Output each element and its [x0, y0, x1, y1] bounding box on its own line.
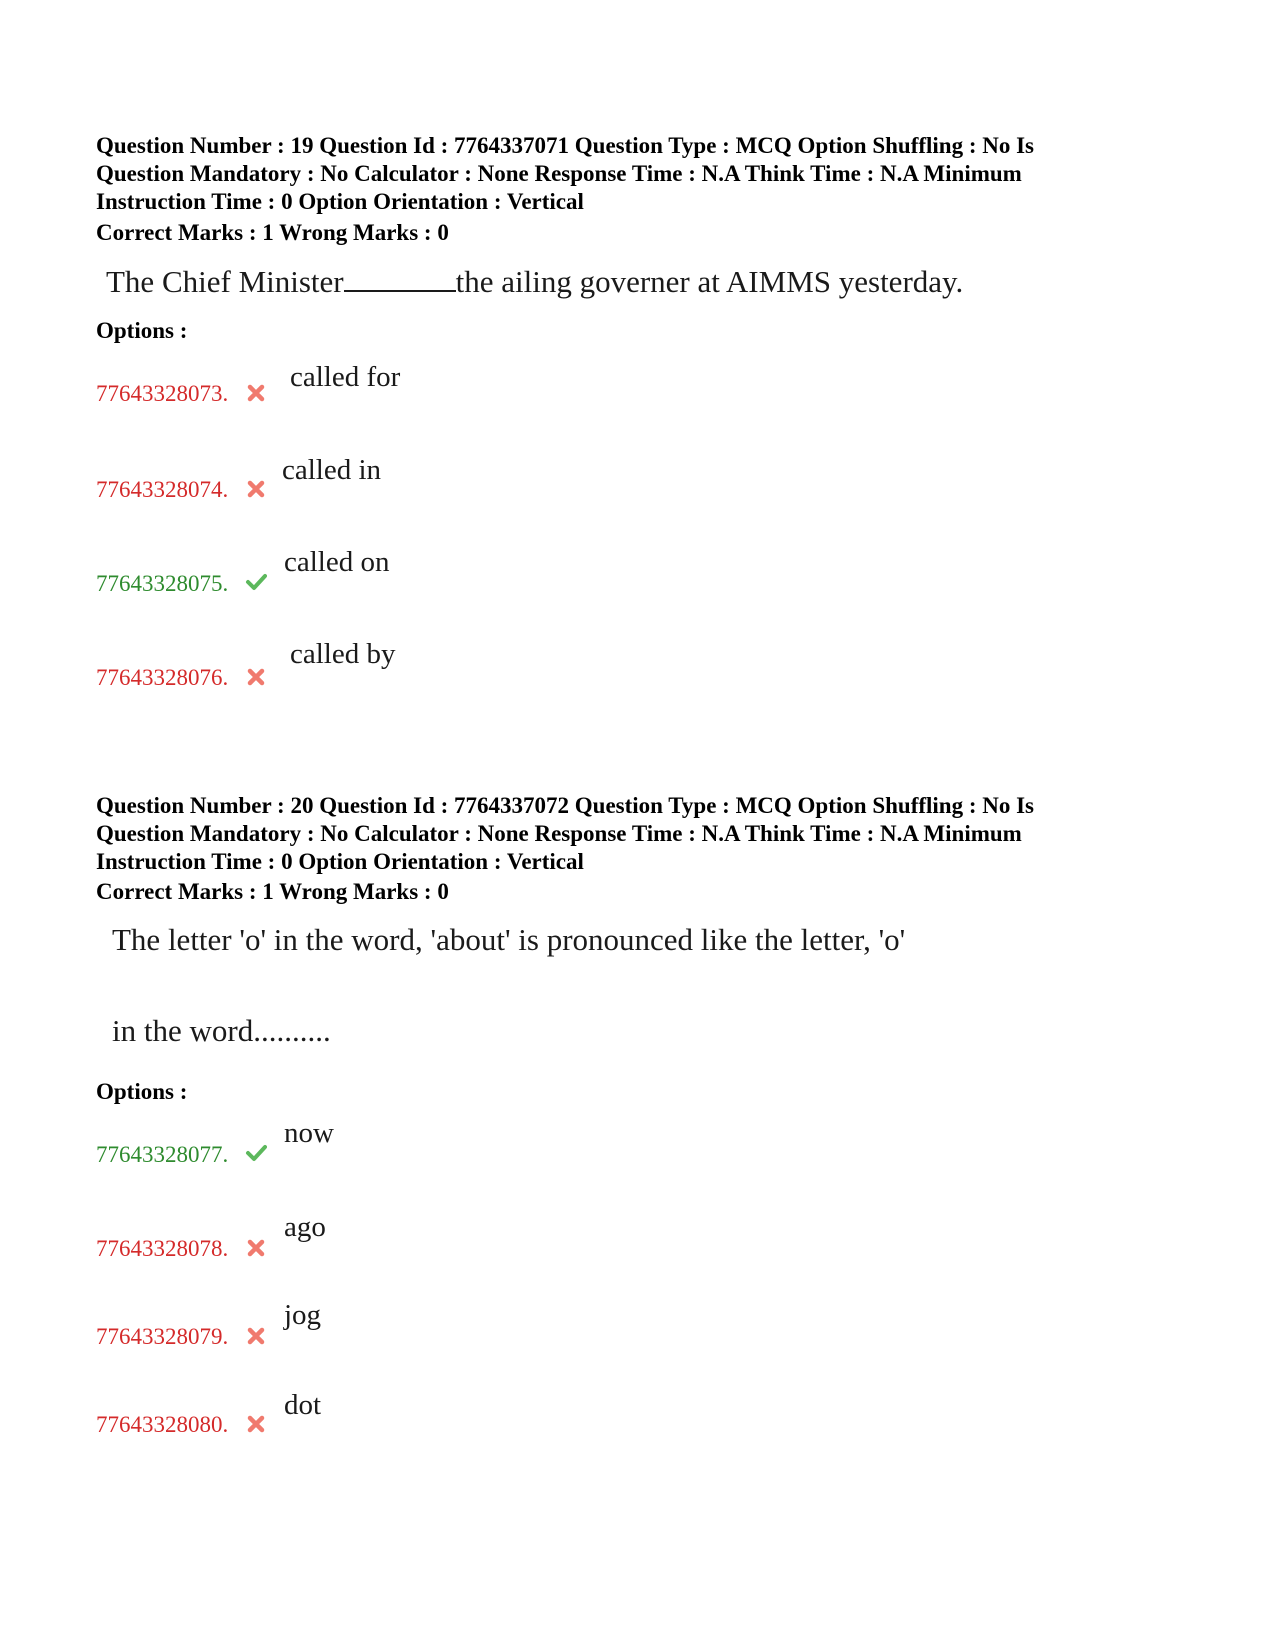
option-text: now [284, 1117, 334, 1149]
question-meta-line: Question Number : 19 Question Id : 7764337071 Question Type : MCQ Option Shuffling : No Is [96, 133, 1035, 158]
options-label: Options : [96, 318, 188, 343]
check-icon [245, 571, 267, 593]
option-id: 77643328076. [96, 665, 229, 690]
question-stem-line: The letter 'o' in the word, 'about' is pronounced like the letter, 'o' [112, 922, 906, 957]
question-meta-line: Instruction Time : 0 Option Orientation : Vertical [96, 189, 584, 214]
option-text: ago [284, 1211, 326, 1243]
question-meta [96, 132, 1186, 216]
cross-icon [245, 1325, 267, 1347]
option-text: called in [282, 454, 382, 486]
cross-icon [245, 478, 267, 500]
option-id: 77643328078. [96, 1236, 229, 1261]
question-meta [96, 792, 1186, 876]
cross-icon [245, 1237, 267, 1259]
question-stem [106, 264, 963, 300]
option-text: called for [290, 361, 401, 393]
option-id: 77643328079. [96, 1324, 229, 1349]
cross-icon [245, 1413, 267, 1435]
stem-text-before: The Chief Minister [106, 264, 344, 299]
question-marks: Correct Marks : 1 Wrong Marks : 0 [96, 220, 449, 245]
question-stem-line: in the word.......... [112, 1013, 331, 1048]
option-id: 77643328073. [96, 381, 229, 406]
question-marks: Correct Marks : 1 Wrong Marks : 0 [96, 879, 449, 904]
option-text: called by [290, 638, 396, 670]
option-id: 77643328075. [96, 571, 229, 596]
option-text: called on [284, 546, 390, 578]
cross-icon [245, 666, 267, 688]
option-text: dot [284, 1389, 322, 1421]
question-meta-line: Instruction Time : 0 Option Orientation : Vertical [96, 849, 584, 874]
option-id: 77643328077. [96, 1142, 229, 1167]
option-id: 77643328080. [96, 1412, 229, 1437]
question-meta-line: Question Mandatory : No Calculator : None Response Time : N.A Think Time : N.A Minimum [96, 821, 1022, 846]
check-icon [245, 1142, 267, 1164]
question-meta-line: Question Number : 20 Question Id : 7764337072 Question Type : MCQ Option Shuffling : No Is [96, 793, 1035, 818]
question-meta-line: Question Mandatory : No Calculator : None Response Time : N.A Think Time : N.A Minimum [96, 161, 1022, 186]
stem-text-after: the ailing governer at AIMMS yesterday. [455, 264, 964, 299]
option-id: 77643328074. [96, 477, 229, 502]
option-text: jog [284, 1299, 322, 1331]
fill-in-blank [344, 266, 456, 292]
options-label: Options : [96, 1079, 188, 1104]
cross-icon [245, 382, 267, 404]
